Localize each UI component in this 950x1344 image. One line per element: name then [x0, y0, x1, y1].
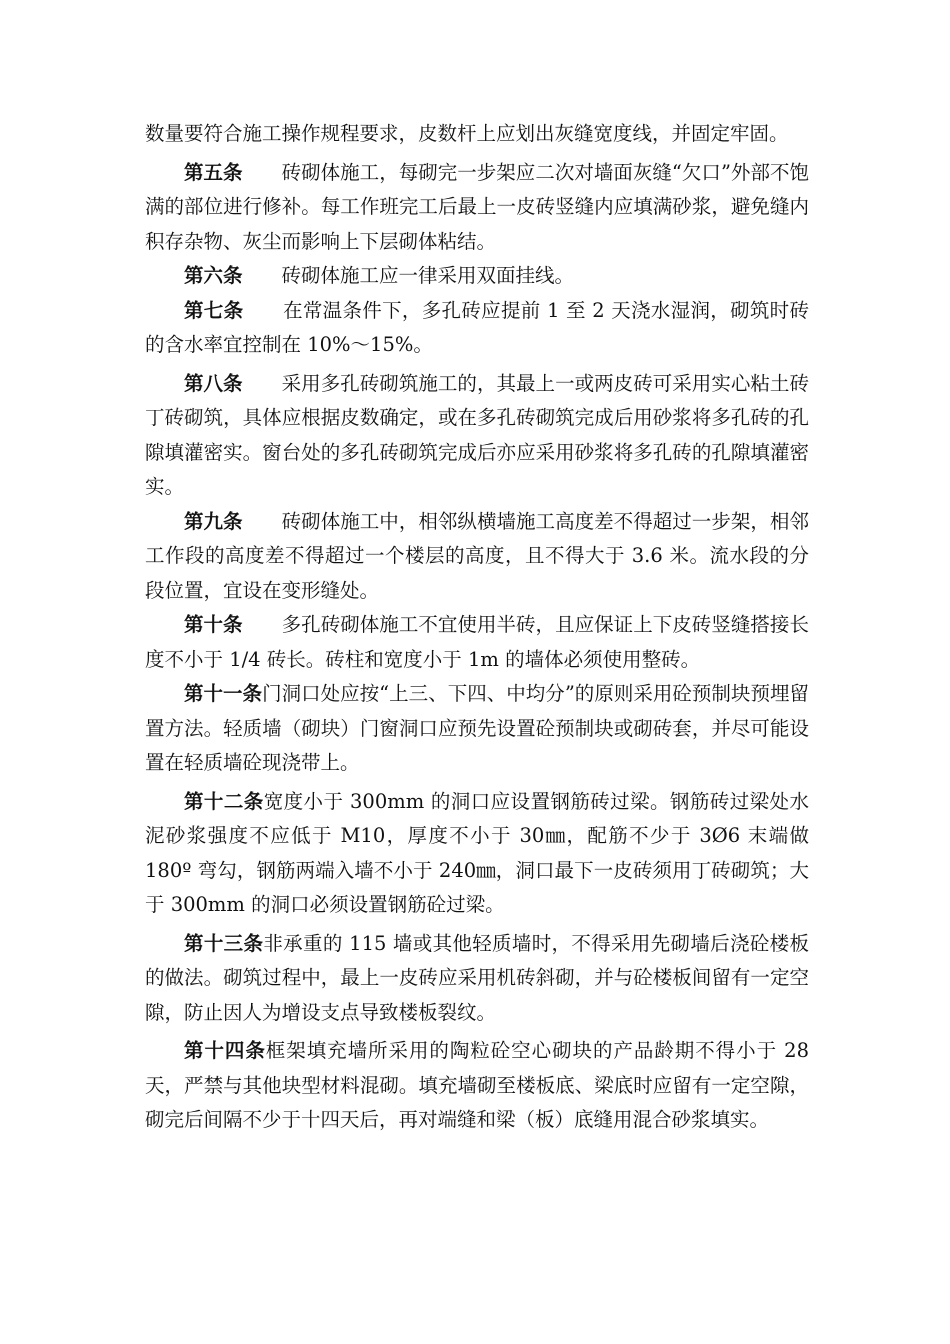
article-number: 第十四条	[184, 1039, 266, 1062]
article-number: 第五条	[184, 160, 243, 184]
article-text: 多孔砖砌体施工不宜使用半砖，且应保证上下皮砖竖缝搭接长度不小于 1/4 砖长。砖柱和宽度小于 1m 的墙体必须使用整砖。	[145, 613, 809, 671]
article-number: 第十二条	[184, 789, 264, 813]
article-number: 第九条	[184, 509, 243, 533]
article-number: 第十一条	[184, 682, 263, 705]
article-text: 砖砌体施工中，相邻纵横墙施工高度差不得超过一步架，相邻工作段的高度差不得超过一个楼层的高度，且不得大于 3.6 米。流水段的分段位置，宜设在变形缝处。	[145, 509, 809, 602]
article-9	[145, 505, 809, 609]
article-text: 框架填充墙所采用的陶粒砼空心砌块的产品龄期不得小于 28 天，严禁与其他块型材料混砌。填充墙砌至楼板底、梁底时应留有一定空隙，砌完后间隔不少于十四天后，再对端缝和梁（板）底缝用混合砂浆填实。	[145, 1039, 809, 1131]
article-number: 第十条	[184, 613, 243, 636]
article-6	[145, 259, 809, 294]
article-number: 第六条	[184, 264, 243, 287]
article-8	[145, 367, 809, 505]
article-text: 在常温条件下，多孔砖应提前 1 至 2 天浇水湿润，砌筑时砖的含水率宜控制在 10%～15%。	[145, 298, 809, 356]
article-text: 采用多孔砖砌筑施工的，其最上一或两皮砖可采用实心粘土砖丁砖砌筑，具体应根据皮数确定，或在多孔砖砌筑完成后用砂浆将多孔砖的孔隙填灌密实。窗台处的多孔砖砌筑完成后亦应采用砂浆将多孔砖的孔隙填灌密实。	[145, 371, 809, 498]
article-13	[145, 927, 809, 1031]
document-page	[145, 117, 809, 1138]
article-text: 宽度小于 300mm 的洞口应设置钢筋砖过梁。钢筋砖过梁处水泥砂浆强度不应低于 M10，厚度不小于 30㎜，配筋不少于 3Ø6 末端做 180º 弯勾，钢筋两端入墙不小于 240㎜，洞口最下一皮砖须用丁砖砌筑；大于 300mm 的洞口必须设置钢筋砼过梁。	[145, 789, 809, 916]
article-number: 第十三条	[184, 931, 264, 955]
article-14	[145, 1034, 809, 1138]
article-10	[145, 608, 809, 677]
article-text: 砖砌体施工，每砌完一步架应二次对墙面灰缝“欠口”外部不饱满的部位进行修补。每工作班完工后最上一皮砖竖缝内应填满砂浆，避免缝内积存杂物、灰尘而影响上下层砌体粘结。	[145, 160, 809, 253]
article-5	[145, 156, 809, 260]
article-7	[145, 294, 809, 363]
paragraph-text: 数量要符合施工操作规程要求，皮数杆上应划出灰缝宽度线，并固定牢固。	[145, 122, 789, 145]
article-number: 第七条	[184, 298, 244, 322]
paragraph-continued	[145, 117, 809, 152]
article-11	[145, 677, 809, 781]
article-text: 非承重的 115 墙或其他轻质墙时，不得采用先砌墙后浇砼楼板的做法。砌筑过程中，最上一皮砖应采用机砖斜砌，并与砼楼板间留有一定空隙，防止因人为增设支点导致楼板裂纹。	[145, 931, 809, 1024]
article-12	[145, 785, 809, 923]
article-text: 砖砌体施工应一律采用双面挂线。	[281, 264, 575, 287]
article-text: 门洞口处应按“上三、下四、中均分”的原则采用砼预制块预埋留置方法。轻质墙（砌块）门窗洞口应预先设置砼预制块或砌砖套，并尽可能设置在轻质墙砼现浇带上。	[145, 682, 809, 774]
article-number: 第八条	[184, 371, 243, 395]
